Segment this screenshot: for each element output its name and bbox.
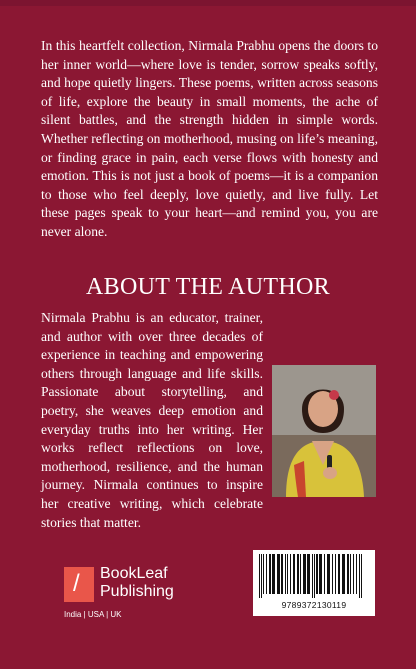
book-blurb: In this heartfelt collection, Nirmala Prabhu opens the doors to her inner world—where love is tender, sorrow speaks softly, and hope quietly lingers. These poems, written across seasons of life, explore the beauty in small moments, the ache of silent battles, and the strength hidden in simple words. Whether reflecting on motherhood, musing on life’s meaning, or finding grace in pain, each verse flows with honesty and emotion. This is not just a book of poems—it is a companion to those who feel deeply, love quietly, and live fully. Let these pages speak to your heart—and remind you, you are never alone. bbox=[41, 38, 378, 239]
isbn-number: 9789372130119 bbox=[281, 600, 347, 610]
barcode-bar bbox=[332, 554, 333, 594]
author-photo bbox=[272, 365, 376, 497]
barcode-bar bbox=[361, 554, 362, 598]
about-author-heading: ABOUT THE AUTHOR bbox=[86, 274, 330, 300]
publisher-name bbox=[100, 565, 174, 601]
barcode-bar bbox=[342, 554, 345, 594]
publisher-name-line1: BookLeaf bbox=[100, 565, 168, 582]
barcode-bar bbox=[261, 554, 262, 598]
barcode-bar bbox=[338, 554, 340, 594]
barcode-bar bbox=[319, 554, 322, 594]
barcode-bar bbox=[307, 554, 310, 594]
barcode-bar bbox=[269, 554, 271, 594]
barcode-bar bbox=[324, 554, 325, 594]
barcode-bar bbox=[327, 554, 330, 594]
publisher-regions: India | USA | UK bbox=[64, 610, 122, 619]
barcode-bar bbox=[259, 554, 260, 598]
author-bio: Nirmala Prabhu is an educator, trainer, and author with over three decades of experience in teaching and empowering others through language and life skills. Passionate about storytelling, and poetry, she weaves deep emotion and everyday truths into her writing. Her works reflect reflections on love, motherhood, resilience, and the human journey. Nirmala continues to inspire her creative writing, which celebrate stories that matter. bbox=[41, 310, 263, 530]
barcode-bar bbox=[316, 554, 318, 594]
barcode-bar bbox=[281, 554, 283, 594]
isbn-barcode bbox=[253, 550, 375, 616]
barcode-bar bbox=[353, 554, 354, 594]
barcode-icon bbox=[257, 554, 371, 598]
barcode-bar bbox=[312, 554, 313, 598]
barcode-bar bbox=[335, 554, 336, 594]
barcode-bar bbox=[285, 554, 286, 594]
barcode-bar bbox=[356, 554, 357, 594]
barcode-bar bbox=[350, 554, 351, 594]
barcode-bar bbox=[347, 554, 349, 594]
barcode-bar bbox=[277, 554, 280, 594]
barcode-bar bbox=[314, 554, 315, 598]
barcode-bar bbox=[272, 554, 275, 594]
barcode-bar bbox=[263, 554, 264, 594]
author-photo-illustration bbox=[272, 365, 376, 497]
barcode-bar bbox=[290, 554, 291, 594]
bookleaf-logo-icon bbox=[64, 567, 94, 602]
barcode-bar bbox=[359, 554, 360, 598]
publisher-name-line2: Publishing bbox=[100, 583, 174, 600]
publisher-block bbox=[64, 565, 214, 625]
barcode-bar bbox=[287, 554, 288, 594]
barcode-bar bbox=[266, 554, 267, 594]
barcode-bar bbox=[303, 554, 306, 594]
barcode-bar bbox=[297, 554, 299, 594]
top-border bbox=[0, 0, 416, 6]
barcode-bar bbox=[293, 554, 295, 594]
barcode-bar bbox=[300, 554, 301, 594]
logo-glyph: / bbox=[73, 570, 80, 597]
